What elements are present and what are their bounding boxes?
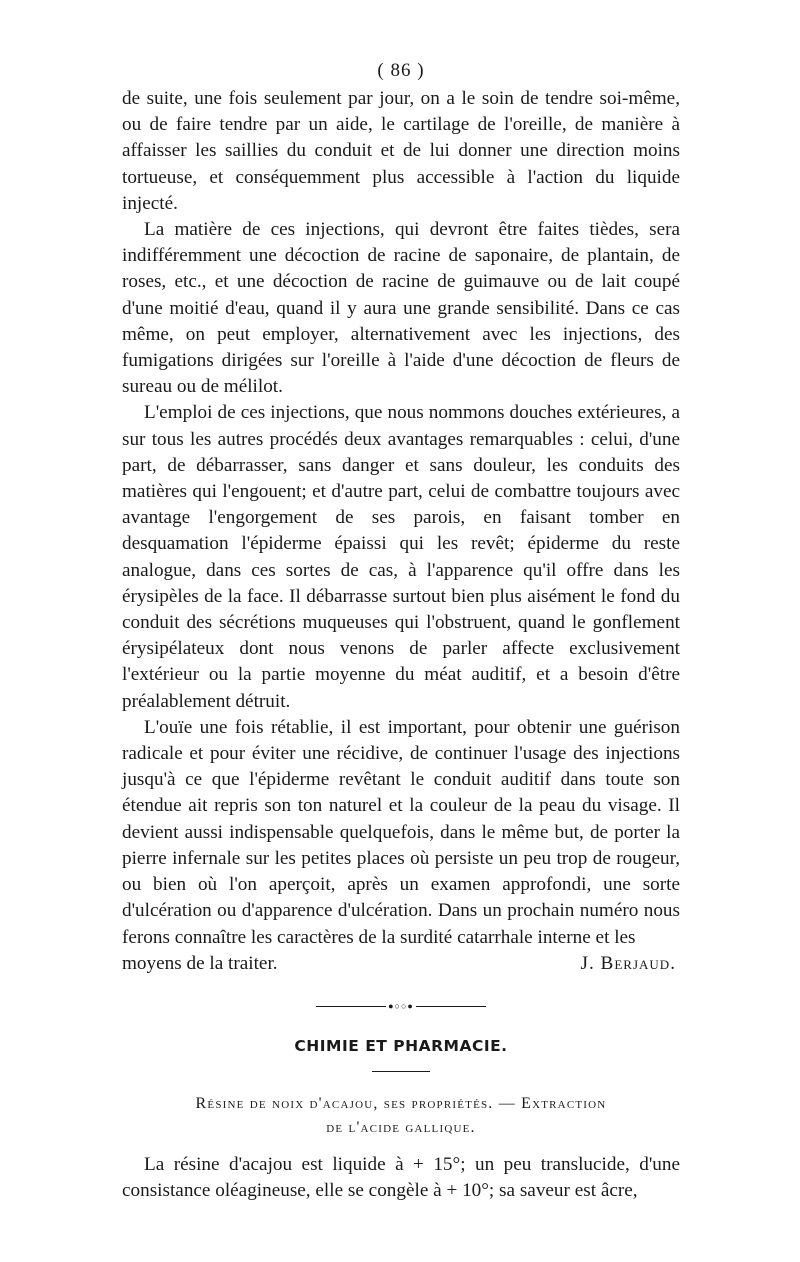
article-title-line-2: de l'acide gallique.	[326, 1118, 476, 1136]
section-heading: CHIMIE ET PHARMACIE.	[294, 1036, 508, 1055]
ornament-right-rule	[416, 1006, 486, 1007]
paragraph-acajou-resin: La résine d'acajou est liquide à + 15°; un peu translucide, d'une consistance oléagineuse, elle se congèle à + 10°; sa saveur est âcre,	[122, 1153, 680, 1202]
author-signature: J. Berjaud.	[580, 952, 676, 974]
paragraph-exterior-douches: L'emploi de ces injections, que nous nommons douches extérieures, a sur tous les autres procédés deux avantages remarquables : celui, d'une part, de débarrasser, sans danger et sans douleur, les conduits des matières qui l'engouent; et d'autre part, celui de combattre toujours avec avantage l'engorgement de ses parois, en faisant tomber en desquamation l'épiderme épaissi qui les revêt; épiderme du reste analogue, dans ces sortes de cas, à l'apparence qu'il offre dans les érysipèles de la face. Il débarrasse surtout bien plus aisément le fond du conduit des sécrétions muqueuses qui l'obstruent, quand le gonflement érysipélateux dont nous venons de parler affecte exclusivement l'extérieur ou la partie moyenne du méat auditif, et a besoin d'être préalablement détruit.	[122, 402, 680, 712]
ornament-dots-icon: ●○○●	[388, 1000, 414, 1011]
paragraph-continuation: de suite, une fois seulement par jour, on a le soin de tendre soi-même, ou de faire tendre par un aide, le cartilage de l'oreille, de manière à affaisser les saillies du conduit et de lui donner une direction moins tortueuse, et conséquemment plus accessible à l'action du liquide injecté.	[122, 88, 680, 214]
paragraph-injection-matter: La matière de ces injections, qui devront être faites tièdes, sera indifféremment une décoction de racine de saponaire, de plantain, de roses, etc., et une décoction de racine de guimauve ou de lait coupé d'une moitié d'eau, quand il y aura une grande sensibilité. Dans ce cas même, on peut employer, alternativement avec les injections, des fumigations dirigées sur l'oreille à l'aide d'une décoction de fleurs de sureau ou de mélilot.	[122, 219, 680, 398]
book-page	[122, 58, 680, 1204]
ornament-divider	[122, 997, 680, 1009]
closing-text: moyens de la traiter.	[122, 952, 278, 974]
page-number: ( 86 )	[377, 60, 425, 81]
paragraph-hearing-restored: L'ouïe une fois rétablie, il est important, pour obtenir une guérison radicale et pour éviter une récidive, de continuer l'usage des injections jusqu'à ce que l'épiderme revêtant le conduit auditif dans toute son étendue ait repris son ton naturel et la couleur de la peau du visage. Il devient aussi indispensable quelquefois, dans le même but, de porter la pierre infernale sur les petites places où persiste un peu trop de rougeur, ou bien où l'on aperçoit, après un examen approfondi, une sorte d'ulcération ou d'apparence d'ulcération. Dans un prochain numéro nous ferons connaître les caractères de la surdité catarrhale interne et les	[122, 716, 680, 948]
closing-line	[122, 951, 680, 977]
article-title	[122, 1092, 680, 1140]
article-title-line-1: Résine de noix d'acajou, ses propriétés. — Extraction	[195, 1094, 607, 1112]
heading-rule	[372, 1071, 430, 1072]
ornament-left-rule	[316, 1006, 386, 1007]
